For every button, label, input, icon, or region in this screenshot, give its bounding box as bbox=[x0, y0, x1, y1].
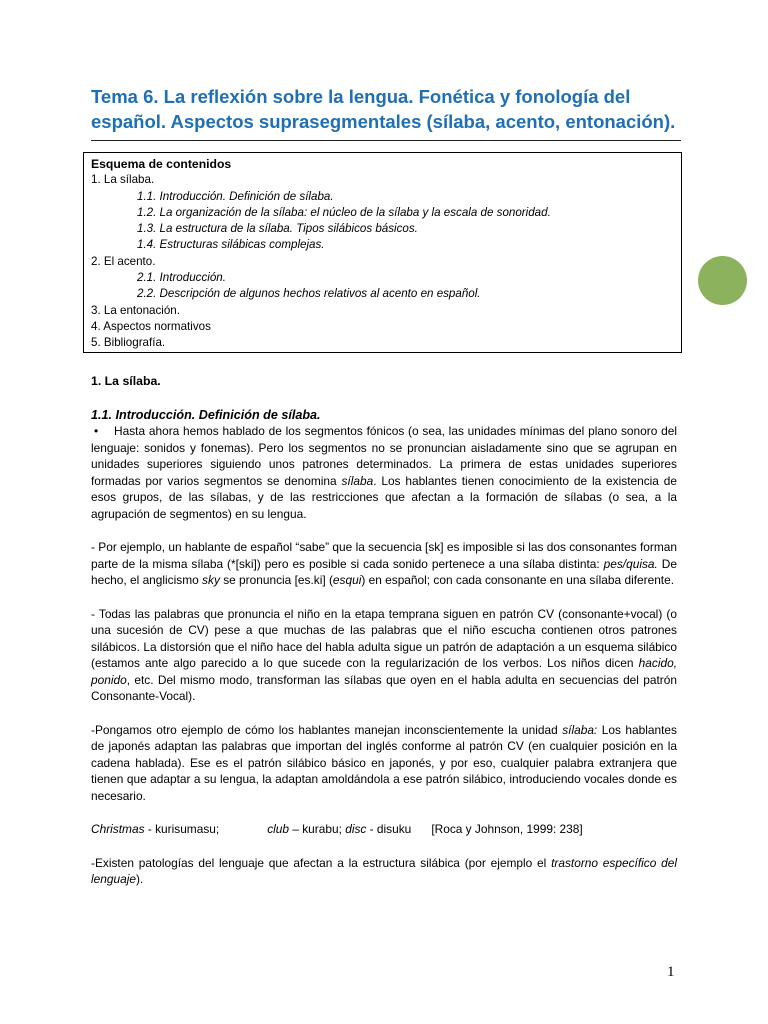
outline-item: 2. El acento. bbox=[91, 254, 156, 268]
document-title: Tema 6. La reflexión sobre la lengua. Fonética y fonología del español. Aspectos suprasegmentales (sílaba, acento, entonación). bbox=[91, 84, 681, 141]
outline-subitem: 1.2. La organización de la sílaba: el núcleo de la sílaba y la escala de sonoridad. bbox=[137, 205, 551, 219]
subsection-heading: 1.1. Introducción. Definición de sílaba. bbox=[91, 407, 321, 422]
outline-item: 5. Bibliografía. bbox=[91, 336, 166, 350]
outline-subitem: 2.2. Descripción de algunos hechos relativos al acento en español. bbox=[137, 287, 481, 301]
contents-outline-box bbox=[83, 152, 682, 353]
outline-subitem: 2.1. Introducción. bbox=[137, 271, 226, 285]
section-heading: 1. La sílaba. bbox=[91, 374, 161, 388]
page-number: 1 bbox=[667, 964, 675, 980]
outline-subitem: 1.4. Estructuras silábicas complejas. bbox=[137, 238, 325, 252]
citation: [Roca y Johnson, 1999: 238] bbox=[431, 822, 583, 836]
outline-subitem: 1.1. Introducción. Definición de sílaba. bbox=[137, 189, 334, 203]
outline-item: 3. La entonación. bbox=[91, 303, 180, 317]
outline-item: 4. Aspectos normativos bbox=[91, 319, 211, 333]
outline-heading: Esquema de contenidos bbox=[91, 157, 232, 171]
paragraph-intro: • Hasta ahora hemos hablado de los segmentos fónicos (o sea, las unidades mínimas del plano sonoro del lenguaje: sonidos y fonemas). Pero los segmentos no se pronuncian aisladamente sino que se agrupan en unidades superiores siguiendo unos patrones determinados. La primera de estas unidades superiores formadas por varios segmentos se denomina sílaba. Los hablantes tienen conocimiento de la existencia de esos grupos, de las sílabas, y de las restricciones que afectan a la formación de sílabas (o sea, a la agrupación de segmentos) en su lengua. bbox=[91, 424, 677, 521]
paragraph-pathologies: -Existen patologías del lenguaje que afectan a la estructura silábica (por ejemplo el trastorno específico del lenguaje). bbox=[91, 855, 677, 886]
outline-item: 1. La sílaba. bbox=[91, 173, 155, 187]
outline-subitem: 1.3. La estructura de la sílaba. Tipos silábicos básicos. bbox=[137, 222, 418, 236]
paragraph-example-sk: - Por ejemplo, un hablante de español “sabe” que la secuencia [sk] es imposible si las dos consonantes forman parte de la misma sílaba (*[ski]) pero es posible si cada sonido pertenece a una sílaba distinta: pes/quisa. De hecho, el anglicismo sky se pronuncia [es.ki] (esqui) en español; con cada consonante en una sílaba diferente. bbox=[91, 540, 677, 587]
paragraph-child-cv: - Todas las palabras que pronuncia el niño en la etapa temprana siguen en patrón CV (consonante+vocal) (o una sucesión de CV) pese a que muchas de las palabras que el niño escucha contienen otros patrones silábicos. La distorsión que el niño hace del habla adulta sigue un patrón de adaptación a un esquema silábico (estamos ante algo parecido a lo que sucede con la regularización de los verbos. Los niños dicen hacido, ponido, etc. Del mismo modo, transforman las sílabas que oyen en el habla adulta en secuencias del patrón Consonante-Vocal). bbox=[91, 606, 677, 703]
document-body bbox=[91, 373, 677, 888]
green-circle-decoration bbox=[698, 256, 747, 305]
bullet-icon: • bbox=[94, 424, 99, 438]
examples-line: Christmas - kurisumasu; club – kurabu; disc - disuku [Roca y Johnson, 1999: 238] bbox=[91, 822, 583, 836]
paragraph-japanese: -Pongamos otro ejemplo de cómo los hablantes manejan inconscientemente la unidad sílaba: Los hablantes de japonés adaptan las palabras que importan del inglés conforme al patrón CV (en cualquier posición en la cadena hablada). Ese es el patrón silábico básico en japonés, y por eso, cualquier palabra extranjera que tienen que adaptar a su lengua, la adaptan amoldándola a ese patrón silábico, introduciendo vocales donde es necesario. bbox=[91, 722, 677, 803]
